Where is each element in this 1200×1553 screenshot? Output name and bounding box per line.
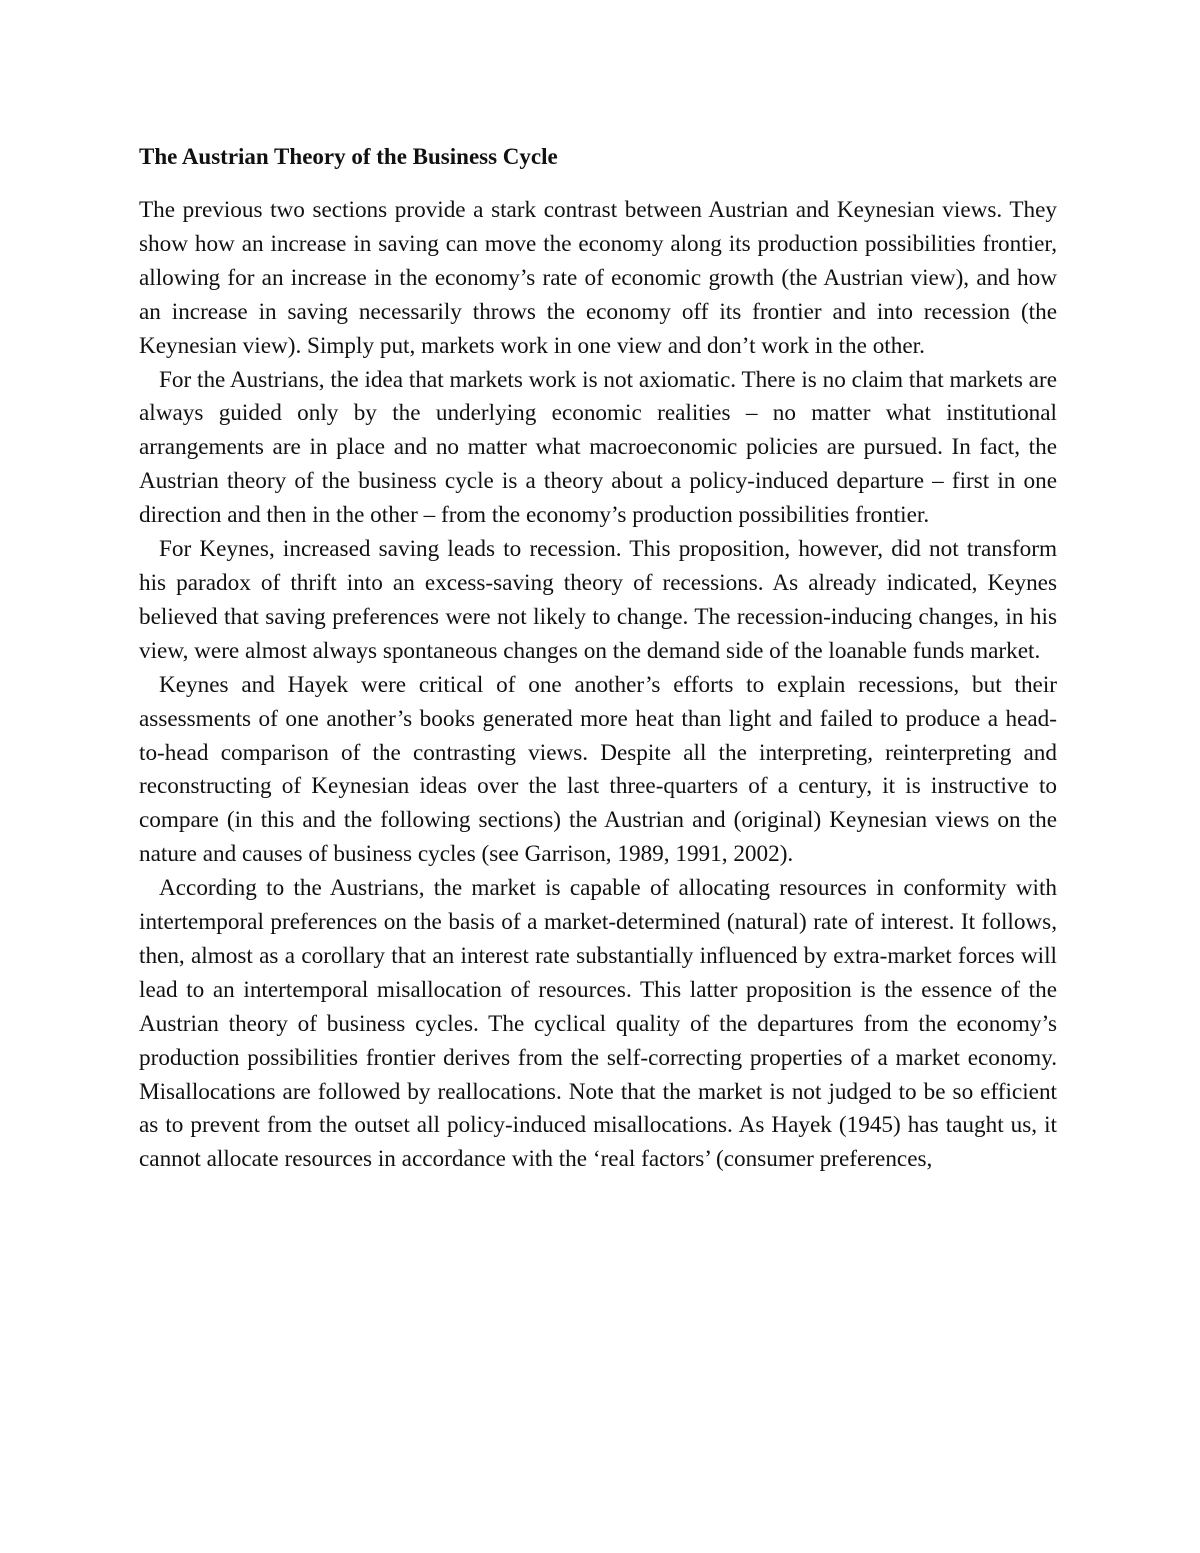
- section-title: The Austrian Theory of the Business Cycle: [139, 144, 558, 169]
- document-page: [139, 140, 1057, 1177]
- paragraph-2: For the Austrians, the idea that markets work is not axiomatic. There is no claim that markets are always guided only by the underlying economic realities – no matter what institutional arrangements are in place and no matter what macroeconomic policies are pursued. In fact, the Austrian theory of the business cycle is a theory about a policy-induced departure – first in one direction and then in the other – from the economy’s production possibilities frontier.: [139, 366, 1057, 529]
- paragraph-4: Keynes and Hayek were critical of one another’s efforts to explain recessions, but their assessments of one another’s books generated more heat than light and failed to produce a head-to-head comparison of the contrasting views. Despite all the interpreting, reinterpreting and reconstructing of Keynesian ideas over the last three-quarters of a century, it is instructive to compare (in this and the following sections) the Austrian and (original) Keynesian views on the nature and causes of business cycles (see Garrison, 1989, 1991, 2002).: [139, 671, 1057, 868]
- paragraph-3: For Keynes, increased saving leads to recession. This proposition, however, did not transform his paradox of thrift into an excess-saving theory of recessions. As already indicated, Keynes believed that saving preferences were not likely to change. The recession-inducing changes, in his view, were almost always spontaneous changes on the demand side of the loanable funds market.: [139, 536, 1057, 664]
- paragraph-5: According to the Austrians, the market is capable of allocating resources in conformity with intertemporal preferences on the basis of a market-determined (natural) rate of interest. It follows, then, almost as a corollary that an interest rate substantially influenced by extra-market forces will lead to an intertemporal misallocation of resources. This latter proposition is the essence of the Austrian theory of business cycles. The cyclical quality of the departures from the economy’s production possibilities frontier derives from the self-correcting properties of a market economy. Misallocations are followed by reallocations. Note that the market is not judged to be so efficient as to prevent from the outset all policy-induced misallocations. As Hayek (1945) has taught us, it cannot allocate resources in accordance with the ‘real factors’ (consumer preferences,: [139, 875, 1057, 1173]
- paragraph-1: The previous two sections provide a stark contrast between Austrian and Keynesian views. They show how an increase in saving can move the economy along its production possibilities frontier, allowing for an increase in the economy’s rate of economic growth (the Austrian view), and how an increase in saving necessarily throws the economy off its frontier and into recession (the Keynesian view). Simply put, markets work in one view and don’t work in the other.: [139, 197, 1057, 359]
